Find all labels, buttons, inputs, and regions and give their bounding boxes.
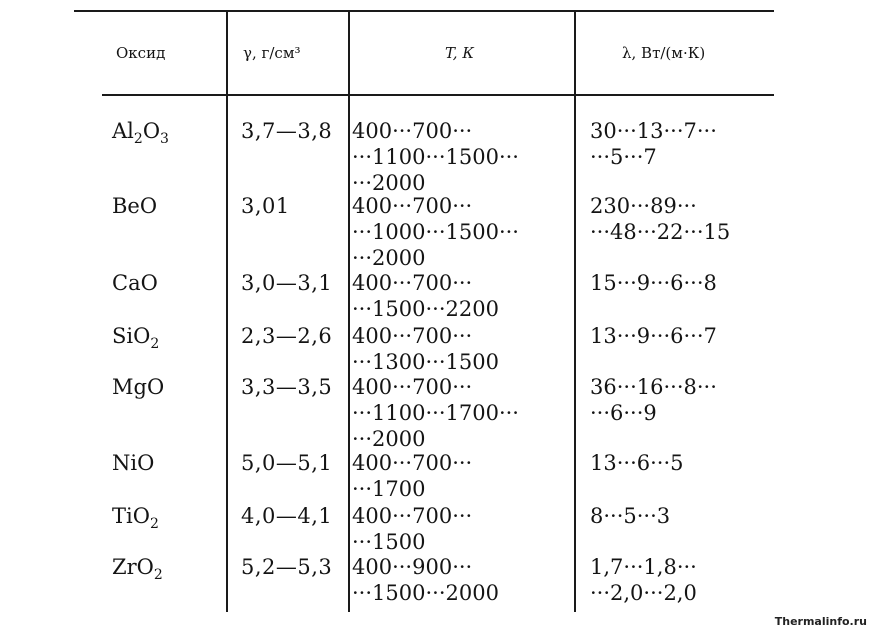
temperature-line: ···2000: [352, 246, 426, 270]
header-density: γ, г/см³: [243, 44, 301, 62]
density-value: 3,0—3,1: [241, 271, 333, 295]
conductivity-line: 13···6···5: [590, 451, 684, 475]
watermark: Thermalinfo.ru: [774, 615, 867, 628]
oxide-formula: BeO: [112, 194, 158, 218]
column-divider-2: [348, 12, 350, 612]
header-temperature: T, К: [445, 44, 474, 62]
temperature-line: 400···700···: [352, 271, 473, 295]
conductivity-values: [590, 270, 717, 296]
conductivity-line: ···48···22···15: [590, 220, 731, 244]
conductivity-values: [590, 193, 730, 245]
oxide-formula: TiO$_2$: [112, 504, 159, 532]
oxide-formula: $Al_2O_3$: [112, 119, 169, 147]
temperature-values: [352, 118, 519, 196]
temperature-values: [352, 554, 499, 606]
conductivity-line: ···2,0···2,0: [590, 581, 697, 605]
density-value: 3,3—3,5: [241, 375, 333, 399]
conductivity-line: 230···89···: [590, 194, 697, 218]
conductivity-values: [590, 374, 717, 426]
temperature-values: [352, 450, 472, 502]
temperature-line: ···1000···1500···: [352, 220, 519, 244]
temperature-line: 400···900···: [352, 555, 473, 579]
oxide-formula: ZrO$_2$: [112, 555, 163, 583]
temperature-line: ···1500: [352, 530, 426, 554]
conductivity-line: 36···16···8···: [590, 375, 717, 399]
conductivity-line: ···6···9: [590, 401, 657, 425]
temperature-line: 400···700···: [352, 375, 473, 399]
temperature-values: [352, 374, 519, 452]
temperature-line: ···1100···1500···: [352, 145, 519, 169]
temperature-line: ···2000: [352, 427, 426, 451]
temperature-line: ···1500···2200: [352, 297, 499, 321]
header-bottom-rule: [102, 94, 774, 96]
temperature-line: ···1500···2000: [352, 581, 499, 605]
temperature-line: ···2000: [352, 171, 426, 195]
temperature-values: [352, 270, 499, 322]
temperature-line: ···1100···1700···: [352, 401, 519, 425]
conductivity-line: 8···5···3: [590, 504, 671, 528]
density-value: 4,0—4,1: [241, 504, 333, 528]
density-value: 3,01: [241, 194, 290, 218]
conductivity-values: [590, 503, 670, 529]
table-top-rule: [74, 10, 774, 12]
temperature-line: 400···700···: [352, 324, 473, 348]
density-value: 2,3—2,6: [241, 324, 333, 348]
temperature-line: 400···700···: [352, 451, 473, 475]
header-conductivity: λ, Вт/(м·К): [622, 44, 706, 62]
temperature-line: ···1300···1500: [352, 350, 499, 374]
oxide-formula: NiO: [112, 451, 155, 475]
conductivity-line: 13···9···6···7: [590, 324, 717, 348]
column-divider-3: [574, 12, 576, 612]
conductivity-line: 15···9···6···8: [590, 271, 717, 295]
conductivity-values: [590, 554, 697, 606]
conductivity-values: [590, 118, 717, 170]
temperature-values: [352, 503, 472, 555]
temperature-line: 400···700···: [352, 194, 473, 218]
oxide-formula: MgO: [112, 375, 165, 399]
temperature-line: 400···700···: [352, 119, 473, 143]
column-divider-1: [226, 12, 228, 612]
conductivity-line: ···5···7: [590, 145, 657, 169]
density-value: 5,2—5,3: [241, 555, 333, 579]
temperature-values: [352, 323, 499, 375]
conductivity-line: 30···13···7···: [590, 119, 717, 143]
header-oxide: Оксид: [116, 44, 166, 62]
density-value: 5,0—5,1: [241, 451, 333, 475]
density-value: 3,7—3,8: [241, 119, 333, 143]
temperature-values: [352, 193, 519, 271]
oxide-formula: CaO: [112, 271, 158, 295]
conductivity-values: [590, 450, 684, 476]
temperature-line: ···1700: [352, 477, 426, 501]
conductivity-values: [590, 323, 717, 349]
temperature-line: 400···700···: [352, 504, 473, 528]
conductivity-line: 1,7···1,8···: [590, 555, 697, 579]
oxide-formula: SiO$_2$: [112, 324, 160, 352]
